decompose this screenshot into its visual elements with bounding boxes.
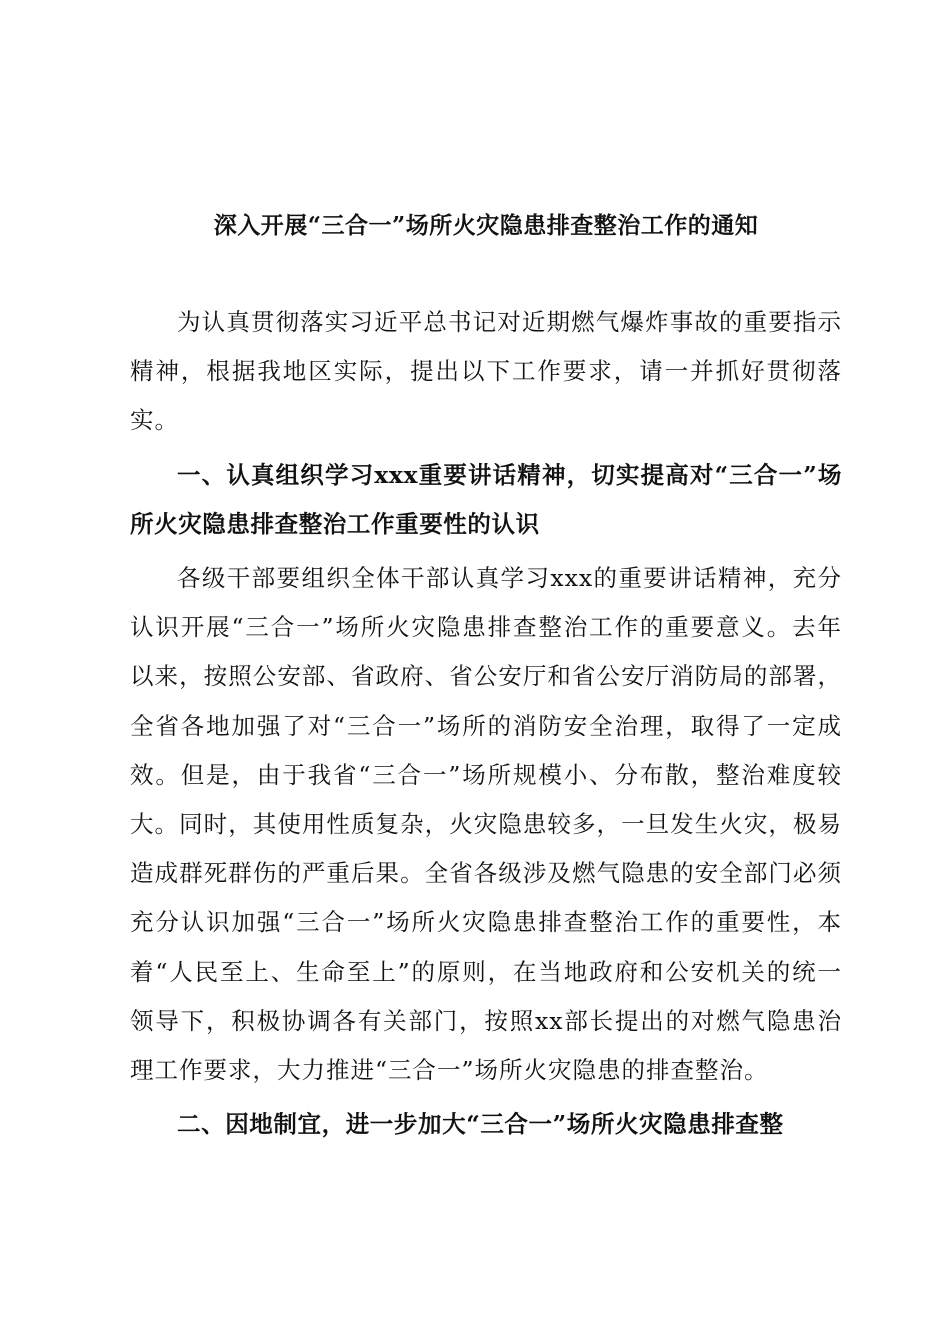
section-2-heading: 二、因地制宜，进一步加大“三合一”场所火灾隐患排查整: [177, 1110, 784, 1139]
document-body: [130, 210, 842, 1154]
section-1-heading: 一、认真组织学习xxx重要讲话精神，切实提高对“三合一”场所火灾隐患排查整治工作重要性的认识: [130, 460, 842, 538]
document-title: 深入开展“三合一”场所火灾隐患排查整治工作的通知: [213, 212, 759, 239]
section-1-body: 各级干部要组织全体干部认真学习xxx的重要讲话精神，充分认识开展“三合一”场所火灾隐患排查整治工作的重要意义。去年以来，按照公安部、省政府、省公安厅和省公安厅消防局的部署，全省各地加强了对“三合一”场所的消防安全治理，取得了一定成效。但是，由于我省“三合一”场所规模小、分布散，整治难度较大。同时，其使用性质复杂，火灾隐患较多，一旦发生火灾，极易造成群死群伤的严重后果。全省各级涉及燃气隐患的安全部门必须充分认识加强“三合一”场所火灾隐患排查整治工作的重要性，本着“人民至上、生命至上”的原则，在当地政府和公安机关的统一领导下，积极协调各有关部门，按照xx部长提出的对燃气隐患治理工作要求，大力推进“三合一”场所火灾隐患的排查整治。: [130, 564, 842, 1085]
intro-paragraph: 为认真贯彻落实习近平总书记对近期燃气爆炸事故的重要指示精神，根据我地区实际，提出以下工作要求，请一并抓好贯彻落实。: [130, 308, 842, 435]
